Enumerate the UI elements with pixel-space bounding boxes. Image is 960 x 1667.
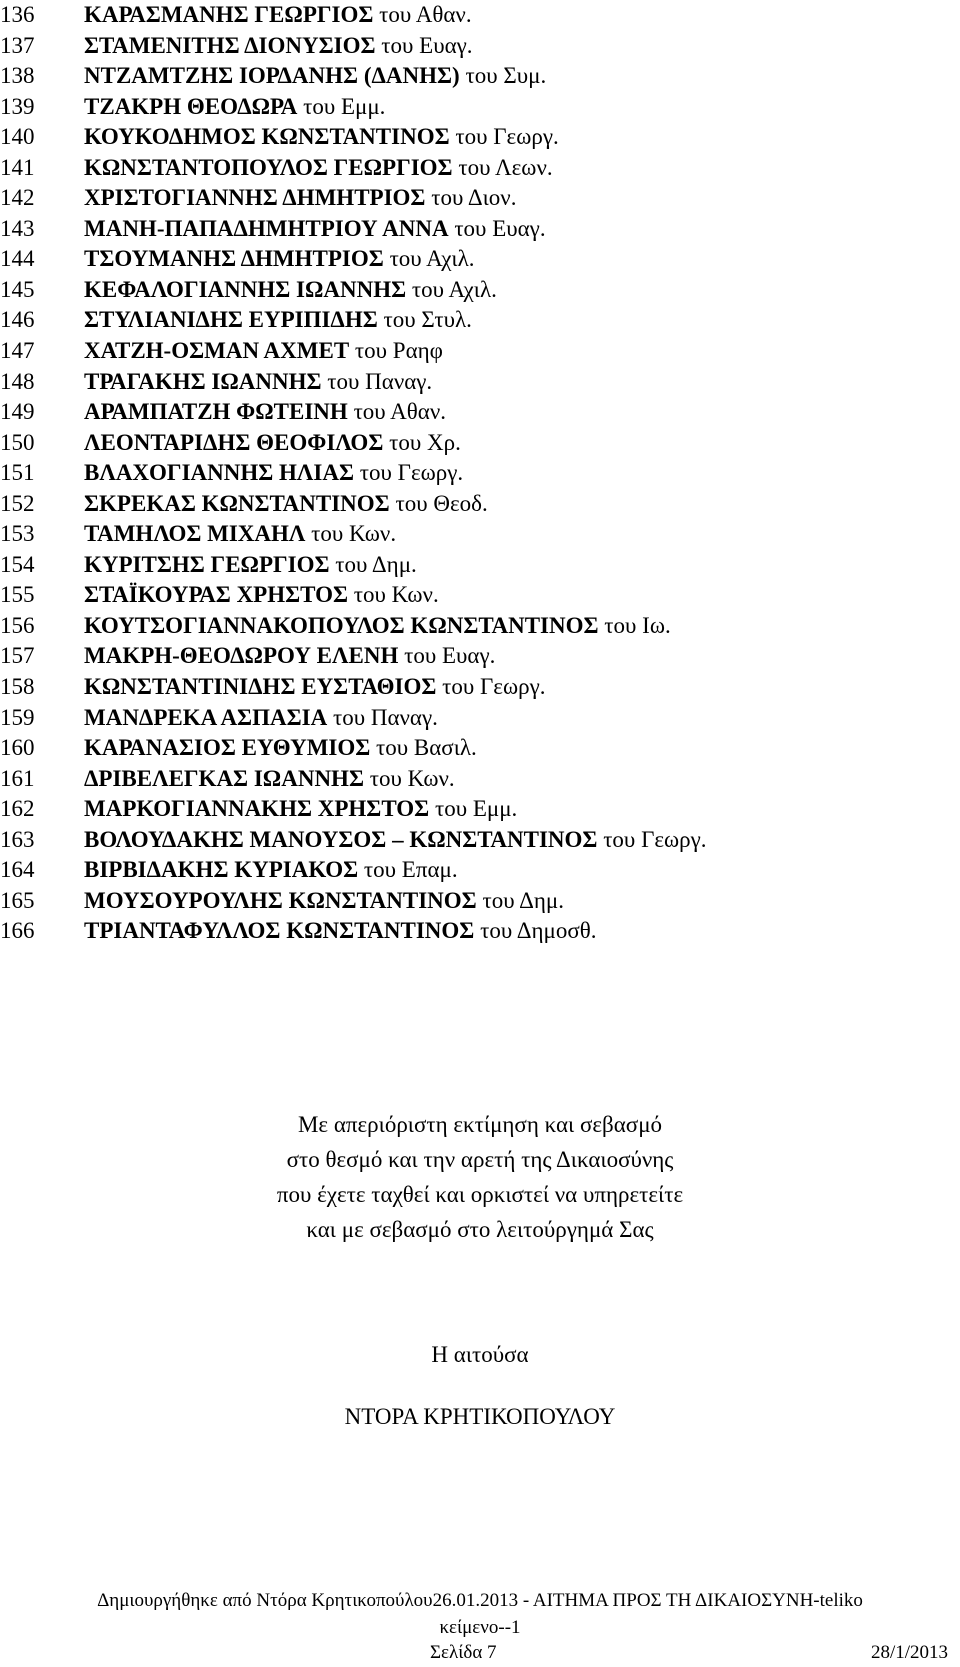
signatory-name: ΒΟΛΟΥΔΑΚΗΣ ΜΑΝΟΥΣΟΣ – ΚΩΝΣΤΑΝΤΙΝΟΣ — [84, 826, 598, 852]
list-item-number: 159 — [0, 704, 35, 730]
list-item-entry — [84, 397, 446, 427]
signatory-name: ΧΡΙΣΤΟΓΙΑΝΝΗΣ ΔΗΜΗΤΡΙΟΣ — [84, 185, 426, 211]
list-item-number: 137 — [0, 32, 35, 58]
list-item-number: 138 — [0, 63, 35, 89]
list-item-entry — [84, 244, 475, 274]
list-item-entry — [84, 92, 385, 122]
footer-date: 28/1/2013 — [870, 1642, 948, 1663]
signatory-name: ΤΡΑΓΑΚΗΣ ΙΩΑΝΝΗΣ — [84, 368, 322, 394]
signatory-name: ΜΟΥΣΟΥΡΟΥΛΗΣ ΚΩΝΣΤΑΝΤΙΝΟΣ — [84, 887, 477, 913]
list-item — [0, 153, 960, 184]
list-item-entry — [84, 214, 546, 244]
signatory-name: ΚΕΦΑΛΟΓΙΑΝΝΗΣ ΙΩΑΝΝΗΣ — [84, 276, 407, 302]
list-item-entry — [84, 31, 473, 61]
list-item — [0, 31, 960, 62]
list-item-entry — [84, 0, 472, 30]
list-item-entry — [84, 61, 546, 91]
signatory-name: ΤΖΑΚΡΗ ΘΕΟΔΩΡΑ — [84, 93, 298, 119]
signatory-patronymic: του Επαμ. — [358, 857, 458, 883]
list-item-entry — [84, 122, 559, 152]
signatory-patronymic: του Βασιλ. — [370, 735, 477, 761]
signatory-patronymic: του Κων. — [305, 521, 397, 547]
list-item-number: 160 — [0, 735, 35, 761]
signatory-name: ΤΡΙΑΝΤΑΦΥΛΛΟΣ ΚΩΝΣΤΑΝΤΙΝΟΣ — [84, 918, 475, 944]
list-item-entry — [84, 794, 517, 824]
footer-source-line: Δημιουργήθηκε από Ντόρα Κρητικοπούλου26.01.2013 - ΑΙΤΗΜΑ ΠΡΟΣ ΤΗ ΔΙΚΑΙΟΣΥΝΗ-teliko — [97, 1590, 863, 1611]
signatory-name: ΤΣΟΥΜΑΝΗΣ ΔΗΜΗΤΡΙΟΣ — [84, 246, 384, 272]
signatory-name: ΑΡΑΜΠΑΤΖΗ ΦΩΤΕΙΝΗ — [84, 399, 348, 425]
signatory-name: ΜΑΚΡΗ-ΘΕΟΔΩΡΟΥ ΕΛΕΝΗ — [84, 643, 399, 669]
signatory-patronymic: του Αχιλ. — [406, 276, 497, 302]
list-item-entry — [84, 550, 417, 580]
signatory-name: ΧΑΤΖΗ-ΟΣΜΑΝ ΑΧΜΕΤ — [84, 338, 350, 364]
list-item-number: 155 — [0, 582, 35, 608]
signatory-name: ΚΑΡΑΝΑΣΙΟΣ ΕΥΘΥΜΙΟΣ — [84, 735, 371, 761]
signatory-patronymic: του Δημ. — [476, 887, 564, 913]
signatory-patronymic: του Κων. — [363, 765, 455, 791]
list-item-entry — [84, 855, 458, 885]
signatory-patronymic: του Γεωργ. — [449, 124, 559, 150]
signatory-patronymic: του Εμμ. — [429, 796, 518, 822]
list-item — [0, 336, 960, 367]
signatory-name: ΚΑΡΑΣΜΑΝΗΣ ΓΕΩΡΓΙΟΣ — [84, 2, 374, 27]
list-item — [0, 458, 960, 489]
list-item-number: 157 — [0, 643, 35, 669]
list-item-number: 141 — [0, 154, 35, 180]
signatory-patronymic: του Στυλ. — [377, 307, 472, 333]
closing-line: και με σεβασμό στο λειτούργημά Σας — [306, 1217, 654, 1242]
list-item-entry — [84, 183, 516, 213]
footer-page-number: Σελίδα 7 — [430, 1642, 497, 1663]
signatory-patronymic: του Ευαγ. — [448, 215, 546, 241]
signatory-name: ΜΑΝΔΡΕΚΑ ΑΣΠΑΣΙΑ — [84, 704, 328, 730]
footer-filename-line: κείμενο--1 — [439, 1617, 521, 1638]
list-item — [0, 855, 960, 886]
closing-line: στο θεσμό και την αρετή της Δικαιοσύνης — [286, 1147, 674, 1172]
list-item-number: 139 — [0, 93, 35, 119]
list-item — [0, 550, 960, 581]
list-item — [0, 916, 960, 947]
list-item-entry — [84, 672, 546, 702]
list-item — [0, 0, 960, 31]
signatory-patronymic: του Παναγ. — [327, 704, 438, 730]
list-item-entry — [84, 825, 707, 855]
list-item-number: 163 — [0, 826, 35, 852]
list-item-entry — [84, 733, 477, 763]
list-item-number: 156 — [0, 612, 35, 638]
signatory-patronymic: του Γεωργ. — [436, 674, 546, 700]
list-item-number: 154 — [0, 551, 35, 577]
list-item-number: 164 — [0, 857, 35, 883]
signatory-patronymic: του Αθαν. — [373, 2, 472, 27]
list-item-entry — [84, 886, 564, 916]
list-item-number: 146 — [0, 307, 35, 333]
signatory-patronymic: του Γεωργ. — [597, 826, 707, 852]
list-item — [0, 886, 960, 917]
list-item-number: 144 — [0, 246, 35, 272]
list-item-entry — [84, 611, 671, 641]
signatory-name: ΒΛΑΧΟΓΙΑΝΝΗΣ ΗΛΙΑΣ — [84, 460, 355, 486]
signatory-name: ΣΤΥΛΙΑΝΙΔΗΣ ΕΥΡΙΠΙΔΗΣ — [84, 307, 378, 333]
signatory-patronymic: του Παναγ. — [321, 368, 433, 394]
list-item — [0, 580, 960, 611]
signatory-patronymic: του Κων. — [348, 582, 439, 608]
list-item — [0, 764, 960, 795]
list-item — [0, 183, 960, 214]
signatory-patronymic: του Γεωργ. — [354, 460, 464, 486]
list-item-number: 152 — [0, 490, 35, 516]
signatory-name: ΤΑΜΗΛΟΣ ΜΙΧΑΗΛ — [84, 521, 306, 547]
list-item — [0, 428, 960, 459]
signer-role: Η αιτούσα — [431, 1342, 529, 1367]
list-item-number: 158 — [0, 674, 35, 700]
list-item-entry — [84, 580, 439, 610]
signatory-patronymic: του Διον. — [425, 185, 517, 211]
list-item-number: 140 — [0, 124, 35, 150]
signatory-patronymic: του Λεων. — [452, 154, 553, 180]
list-item-number: 143 — [0, 215, 35, 241]
list-item-number: 145 — [0, 276, 35, 302]
list-item — [0, 397, 960, 428]
list-item-number: 165 — [0, 887, 35, 913]
list-item-number: 161 — [0, 765, 35, 791]
list-item — [0, 244, 960, 275]
signatory-name: ΚΥΡΙΤΣΗΣ ΓΕΩΡΓΙΟΣ — [84, 551, 330, 577]
list-item — [0, 733, 960, 764]
signatory-name: ΔΡΙΒΕΛΕΓΚΑΣ ΙΩΑΝΝΗΣ — [84, 765, 364, 791]
list-item-entry — [84, 489, 488, 519]
closing-line: που έχετε ταχθεί και ορκιστεί να υπηρετείτε — [276, 1182, 684, 1207]
list-item-number: 149 — [0, 399, 35, 425]
list-item — [0, 825, 960, 856]
signatory-name: ΚΟΥΤΣΟΓΙΑΝΝΑΚΟΠΟΥΛΟΣ ΚΩΝΣΤΑΝΤΙΝΟΣ — [84, 612, 599, 638]
closing-line: Με απεριόριστη εκτίμηση και σεβασμό — [297, 1112, 663, 1137]
list-item-entry — [84, 641, 495, 671]
list-item-entry — [84, 519, 396, 549]
list-item — [0, 672, 960, 703]
list-item-entry — [84, 275, 497, 305]
list-item-number: 147 — [0, 338, 35, 364]
list-item-number: 153 — [0, 521, 35, 547]
list-item-entry — [84, 153, 553, 183]
list-item-entry — [84, 367, 432, 397]
signatory-name: ΣΤΑΪΚΟΥΡΑΣ ΧΡΗΣΤΟΣ — [84, 582, 349, 608]
list-item — [0, 611, 960, 642]
list-item — [0, 92, 960, 123]
list-item — [0, 122, 960, 153]
signatory-name: ΜΑΡΚΟΓΙΑΝΝΑΚΗΣ ΧΡΗΣΤΟΣ — [84, 796, 430, 822]
signer-name: ΝΤΟΡΑ ΚΡΗΤΙΚΟΠΟΥΛΟΥ — [344, 1404, 616, 1429]
signatory-patronymic: του Εμμ. — [297, 93, 386, 119]
list-item-number: 151 — [0, 460, 35, 486]
list-item-entry — [84, 458, 463, 488]
list-item-number: 162 — [0, 796, 35, 822]
signatory-name: ΚΟΥΚΟΔΗΜΟΣ ΚΩΝΣΤΑΝΤΙΝΟΣ — [84, 124, 450, 150]
list-item — [0, 275, 960, 306]
signatory-patronymic: του Θεοδ. — [389, 490, 488, 516]
list-item — [0, 367, 960, 398]
list-item — [0, 519, 960, 550]
signatory-patronymic: του Δημοσθ. — [474, 918, 597, 944]
signatory-patronymic: του Δημ. — [329, 551, 417, 577]
signatory-patronymic: του Ευαγ. — [398, 643, 496, 669]
signatory-name: ΣΚΡΕΚΑΣ ΚΩΝΣΤΑΝΤΙΝΟΣ — [84, 490, 390, 516]
list-item-number: 148 — [0, 368, 35, 394]
signatory-patronymic: του Ευαγ. — [375, 32, 473, 58]
list-item-entry — [84, 336, 443, 366]
list-item-number: 166 — [0, 918, 35, 944]
signatory-patronymic: του Χρ. — [383, 429, 461, 455]
list-item — [0, 61, 960, 92]
signatory-name: ΚΩΝΣΤΑΝΤΙΝΙΔΗΣ ΕΥΣΤΑΘΙΟΣ — [84, 674, 437, 700]
list-item — [0, 214, 960, 245]
list-item-entry — [84, 428, 461, 458]
signatory-patronymic: του Ιω. — [598, 612, 671, 638]
list-item — [0, 489, 960, 520]
list-item — [0, 794, 960, 825]
list-item-entry — [84, 764, 455, 794]
signatory-name: ΣΤΑΜΕΝΙΤΗΣ ΔΙΟΝΥΣΙΟΣ — [84, 32, 376, 58]
list-item-number: 142 — [0, 185, 35, 211]
signatory-patronymic: του Αχιλ. — [383, 246, 475, 272]
signatory-patronymic: του Ραηφ — [349, 338, 443, 364]
signatory-name: ΛΕΟΝΤΑΡΙΔΗΣ ΘΕΟΦΙΛΟΣ — [84, 429, 384, 455]
signatory-name: ΝΤΖΑΜΤΖΗΣ ΙΟΡΔΑΝΗΣ (ΔΑΝΗΣ) — [84, 63, 460, 89]
closing-paragraph — [0, 1107, 960, 1247]
list-item-entry — [84, 703, 438, 733]
list-item — [0, 305, 960, 336]
signatory-name: ΜΑΝΗ-ΠΑΠΑΔΗΜΗΤΡΙΟΥ ΑΝΝΑ — [84, 215, 449, 241]
list-item-entry — [84, 305, 472, 335]
list-item-number: 150 — [0, 429, 35, 455]
signatory-patronymic: του Συμ. — [459, 63, 547, 89]
signatory-name: ΚΩΝΣΤΑΝΤΟΠΟΥΛΟΣ ΓΕΩΡΓΙΟΣ — [84, 154, 453, 180]
signatory-patronymic: του Αθαν. — [347, 399, 447, 425]
list-item — [0, 703, 960, 734]
list-item — [0, 641, 960, 672]
signatory-name: ΒΙΡΒΙΔΑΚΗΣ ΚΥΡΙΑΚΟΣ — [84, 857, 359, 883]
list-item-entry — [84, 916, 597, 946]
list-item-number: 136 — [0, 2, 35, 27]
